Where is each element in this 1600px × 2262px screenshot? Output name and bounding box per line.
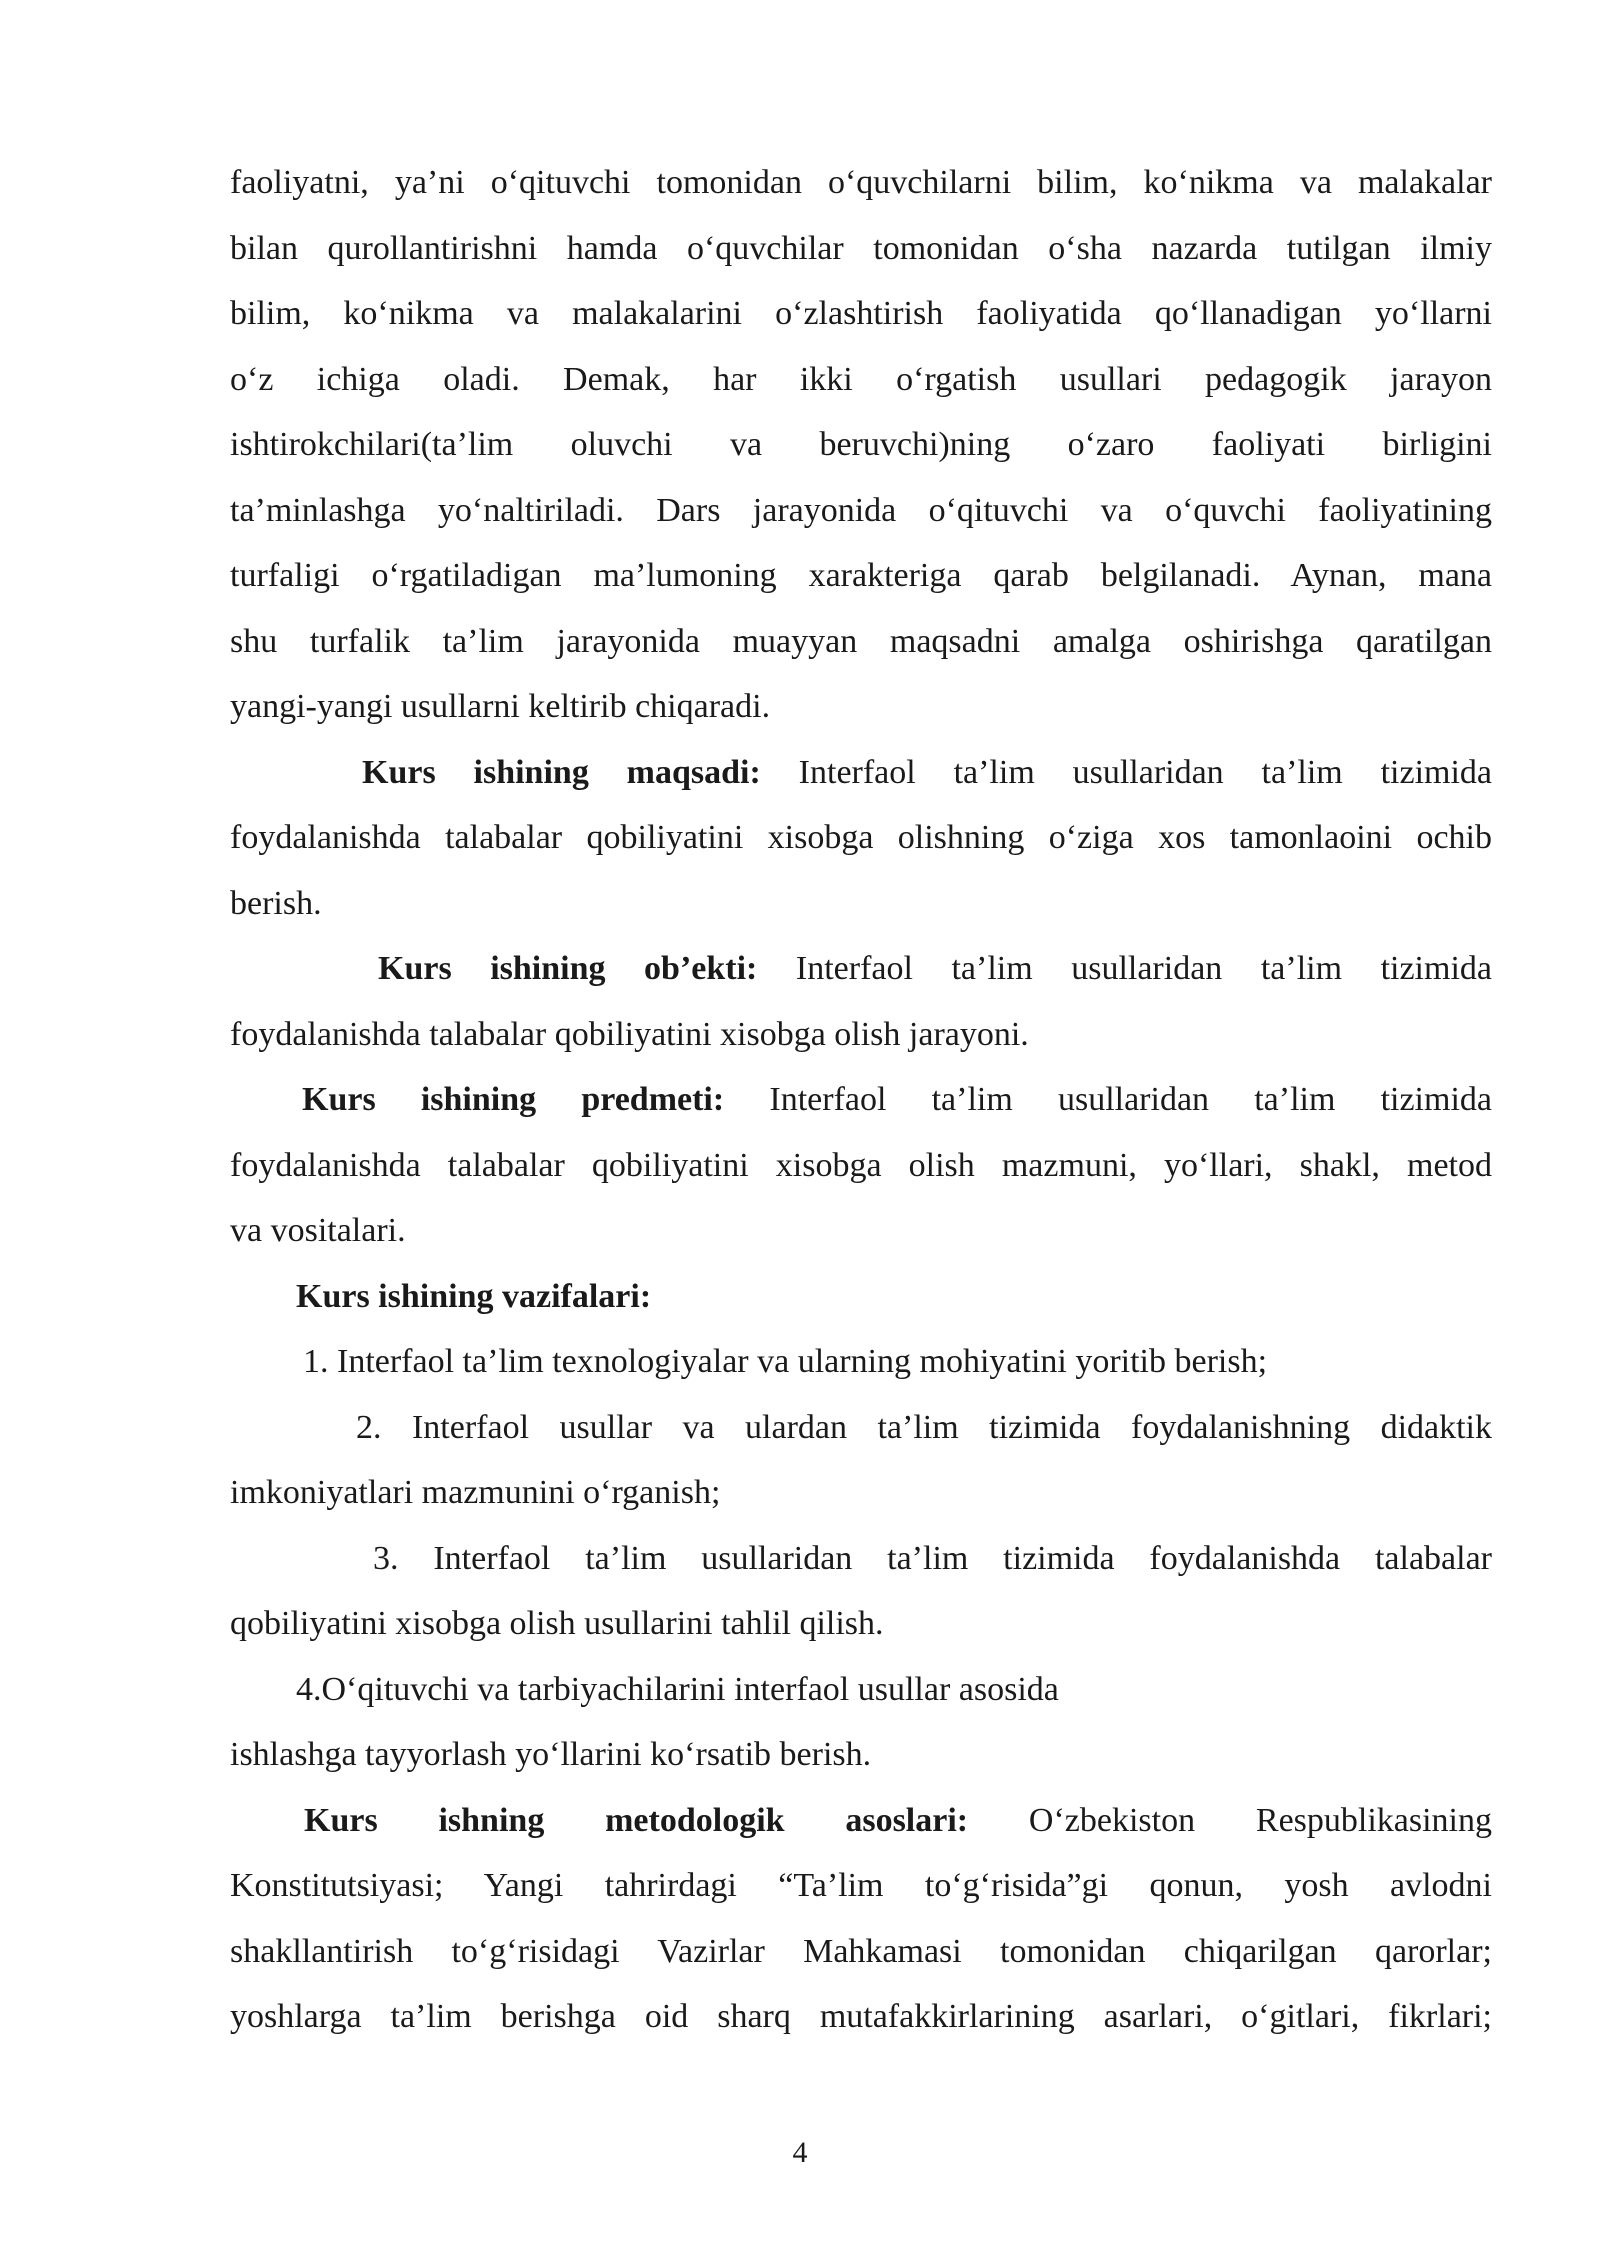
text-line: faoliyatni, ya’ni o‘qituvchi tomonidan o‘quvchilarni bilim, ko‘nikma va malakalar [230,164,1492,201]
goal-paragraph [230,740,1492,806]
text-line: ta’minlashga yo‘naltiriladi. Dars jarayonida o‘qituvchi va o‘quvchi faoliyatining [230,491,1492,529]
task-item: 3. Interfaol ta’lim usullaridan ta’lim tizimida foydalanishda talabalar [373,1539,1492,1577]
subject-paragraph [230,1067,1492,1133]
text-line: o‘z ichiga oladi. Demak, har ikki o‘rgatish usullari pedagogik jarayon [230,360,1492,398]
task-item: 2. Interfaol usullar va ulardan ta’lim tizimida foydalanishning didaktik [356,1408,1492,1446]
text-line: Konstitutsiyasi; Yangi tahrirdagi “Ta’lim to‘g‘risida”gi qonun, yosh avlodni [230,1867,1492,1904]
goal-text: Interfaol ta’lim usullaridan ta’lim tizimida [760,753,1492,791]
text-line: imkoniyatlari mazmunini o‘rganish; [230,1474,721,1511]
page-number: 4 [792,2136,808,2169]
tasks-label: Kurs ishining vazifalari: [296,1277,652,1315]
text-line: shu turfalik ta’lim jarayonida muayyan maqsadni amalga oshirishga qaratilgan [230,622,1492,660]
text-line: va vositalari. [230,1212,406,1249]
text-line: qobiliyatini xisobga olish usullarini tahlil qilish. [230,1605,884,1642]
text-line: ishlashga tayyorlash yo‘llarini ko‘rsatib berish. [230,1736,872,1773]
text-line: berish. [230,884,322,922]
text-line: yoshlarga ta’lim berishga oid sharq mutafakkirlarining asarlari, o‘gitlari, fikrlari; [230,1998,1492,2035]
text-line: foydalanishda talabalar qobiliyatini xisobga olish mazmuni, yo‘llari, shakl, metod [230,1146,1492,1184]
methodology-label: Kurs ishning metodologik asoslari: [304,1801,969,1839]
object-text: Interfaol ta’lim usullaridan ta’lim tizimida [757,950,1492,987]
tasks-heading [230,1264,1492,1330]
text-line: yangi-yangi usullarni keltirib chiqaradi. [230,688,771,725]
task-item: 4.O‘qituvchi va tarbiyachilarini interfaol usullar asosida [296,1670,1059,1708]
goal-label: Kurs ishining maqsadi: [362,753,761,791]
text-line: bilan qurollantirishni hamda o‘quvchilar tomonidan o‘sha nazarda tutilgan ilmiy [230,229,1492,267]
methodology-text: O‘zbekiston Respublikasining [968,1801,1492,1839]
text-line: shakllantirish to‘g‘risidagi Vazirlar Mahkamasi tomonidan chiqarilgan qarorlar; [230,1932,1492,1970]
task-item: 1. Interfaol ta’lim texnologiyalar va ularning mohiyatini yoritib berish; [303,1343,1268,1380]
subject-label: Kurs ishining predmeti: [302,1081,725,1118]
subject-text: Interfaol ta’lim usullaridan ta’lim tizimida [724,1081,1492,1118]
methodology-paragraph [230,1788,1492,1854]
text-line: foydalanishda talabalar qobiliyatini xisobga olishning o‘ziga xos tamonlaoini ochib [230,819,1492,856]
body-text [230,150,1492,2050]
object-label: Kurs ishining ob’ekti: [378,950,758,987]
object-paragraph [230,936,1492,1002]
text-line: turfaligi o‘rgatiladigan ma’lumoning xarakteriga qarab belgilanadi. Aynan, mana [230,557,1492,594]
text-line: ishtirokchilari(ta’lim oluvchi va beruvchi)ning o‘zaro faoliyati birligini [230,426,1492,463]
text-line: foydalanishda talabalar qobiliyatini xisobga olish jarayoni. [230,1015,1029,1053]
text-line: bilim, ko‘nikma va malakalarini o‘zlashtirish faoliyatida qo‘llanadigan yo‘llarni [230,295,1492,332]
